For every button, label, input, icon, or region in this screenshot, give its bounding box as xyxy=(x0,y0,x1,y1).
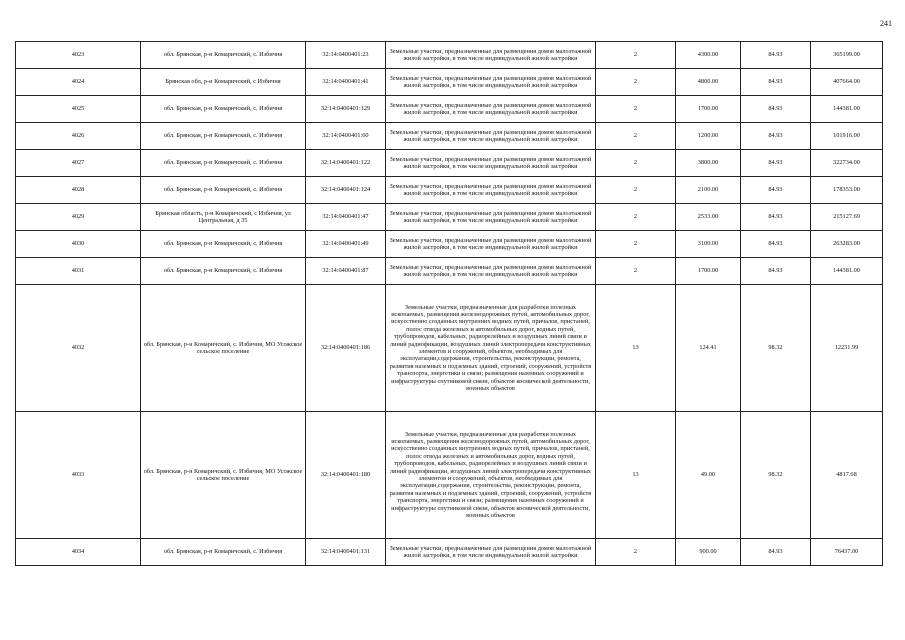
table-row xyxy=(16,150,883,177)
specific-value-cell: 84.93 xyxy=(741,42,811,69)
specific-value-cell: 98.32 xyxy=(741,285,811,412)
specific-value-cell: 84.93 xyxy=(741,258,811,285)
area-cell: 4300.00 xyxy=(676,42,741,69)
specific-value-cell: 84.93 xyxy=(741,150,811,177)
specific-value-cell: 98.32 xyxy=(741,412,811,539)
address-cell: Брянская область, р-н Комаричский, с Избичня, ул Центральная, д 35 xyxy=(141,204,306,231)
usage-code-cell: 13 xyxy=(596,412,676,539)
usage-code-cell: 2 xyxy=(596,258,676,285)
area-cell: 900.00 xyxy=(676,539,741,566)
cadastral-value-cell: 365199.00 xyxy=(811,42,883,69)
area-cell: 2533.00 xyxy=(676,204,741,231)
row-number: 4027 xyxy=(16,150,141,177)
usage-code-cell: 2 xyxy=(596,150,676,177)
cadastral-value-cell: 144381.00 xyxy=(811,96,883,123)
land-category-cell: Земельные участки, предназначенные для размещения домов малоэтажной жилой застройки, в том числе индивидуальной жилой застройки xyxy=(386,96,596,123)
land-category-cell: Земельные участки, предназначенные для размещения домов малоэтажной жилой застройки, в том числе индивидуальной жилой застройки xyxy=(386,539,596,566)
row-number: 4029 xyxy=(16,204,141,231)
area-cell: 4800.00 xyxy=(676,69,741,96)
cadastral-number-cell: 32:14:0400401:180 xyxy=(306,412,386,539)
address-cell: обл. Брянская, р-н Комаричский, с. Избичня xyxy=(141,42,306,69)
specific-value-cell: 84.93 xyxy=(741,69,811,96)
land-category-cell: Земельные участки, предназначенные для разработки полезных ископаемых, размещения железнодорожных путей, автомобильных дорог, искусственно созданных внутренних водных путей, причалов, пристаней, полос отвода железных и автомобильных дорог, водных путей, трубопроводов, кабельных, радиорелейных и воздушных линий связи и линий радиофикации, воздушных линий электропередачи конструктивных элементов и сооружений, объектов, необходимых для эксплуатации,содержания, строительства, реконструкции, ремонта, развития наземных и подземных зданий, строений, сооружений, устройств транспорта, энергетики и связи; размещения наземных сооружений и инфраструктуры спутниковой связи, объектов космической деятельности, военных объектов xyxy=(386,285,596,412)
address-cell: обл. Брянская, р-н Комаричский, с. Избичня xyxy=(141,150,306,177)
cadastral-value-cell: 178353.00 xyxy=(811,177,883,204)
cadastral-number-cell: 32:14:0400401:186 xyxy=(306,285,386,412)
row-number: 4026 xyxy=(16,123,141,150)
land-category-cell: Земельные участки, предназначенные для размещения домов малоэтажной жилой застройки, в том числе индивидуальной жилой застройки xyxy=(386,204,596,231)
usage-code-cell: 2 xyxy=(596,231,676,258)
land-category-cell: Земельные участки, предназначенные для размещения домов малоэтажной жилой застройки, в том числе индивидуальной жилой застройки xyxy=(386,42,596,69)
cadastral-number-cell: 32:14:0400401:41 xyxy=(306,69,386,96)
row-number: 4031 xyxy=(16,258,141,285)
address-cell: Брянская обл, р-н Комаричский, с Избичня xyxy=(141,69,306,96)
area-cell: 1700.00 xyxy=(676,258,741,285)
land-registry-table xyxy=(15,41,883,566)
cadastral-number-cell: 32:14:0400401:131 xyxy=(306,539,386,566)
land-category-cell: Земельные участки, предназначенные для размещения домов малоэтажной жилой застройки, в том числе индивидуальной жилой застройки xyxy=(386,123,596,150)
row-number: 4028 xyxy=(16,177,141,204)
cadastral-value-cell: 12231.99 xyxy=(811,285,883,412)
table-row xyxy=(16,69,883,96)
land-category-cell: Земельные участки, предназначенные для размещения домов малоэтажной жилой застройки, в том числе индивидуальной жилой застройки xyxy=(386,69,596,96)
specific-value-cell: 84.93 xyxy=(741,96,811,123)
cadastral-number-cell: 32:14:0400401:47 xyxy=(306,204,386,231)
area-cell: 1700.00 xyxy=(676,96,741,123)
table-row xyxy=(16,123,883,150)
table-row xyxy=(16,96,883,123)
table-row xyxy=(16,258,883,285)
cadastral-number-cell: 32:14:0400401:122 xyxy=(306,150,386,177)
address-cell: обл. Брянская, р-н Комаричский, с. Избичня xyxy=(141,123,306,150)
cadastral-number-cell: 32:14:0400401:49 xyxy=(306,231,386,258)
cadastral-value-cell: 322734.00 xyxy=(811,150,883,177)
row-number: 4034 xyxy=(16,539,141,566)
cadastral-value-cell: 407664.00 xyxy=(811,69,883,96)
cadastral-value-cell: 263283.00 xyxy=(811,231,883,258)
usage-code-cell: 2 xyxy=(596,539,676,566)
address-cell: обл. Брянская, р-н Комаричский, с. Избичня, МО Усожское сельское поселение xyxy=(141,412,306,539)
address-cell: обл. Брянская, р-н Комаричский, с. Избичня xyxy=(141,177,306,204)
area-cell: 1200.00 xyxy=(676,123,741,150)
specific-value-cell: 84.93 xyxy=(741,177,811,204)
table-row xyxy=(16,204,883,231)
specific-value-cell: 84.93 xyxy=(741,539,811,566)
area-cell: 3100.00 xyxy=(676,231,741,258)
land-category-cell: Земельные участки, предназначенные для размещения домов малоэтажной жилой застройки, в том числе индивидуальной жилой застройки xyxy=(386,150,596,177)
cadastral-number-cell: 32:14:0400401:87 xyxy=(306,258,386,285)
usage-code-cell: 13 xyxy=(596,285,676,412)
page-number: 241 xyxy=(880,19,892,28)
row-number: 4024 xyxy=(16,69,141,96)
row-number: 4030 xyxy=(16,231,141,258)
row-number: 4025 xyxy=(16,96,141,123)
cadastral-value-cell: 4817.68 xyxy=(811,412,883,539)
usage-code-cell: 2 xyxy=(596,42,676,69)
address-cell: обл. Брянская, р-н Комаричский, с. Избичня, МО Усожское сельское поселение xyxy=(141,285,306,412)
specific-value-cell: 84.93 xyxy=(741,204,811,231)
specific-value-cell: 84.93 xyxy=(741,123,811,150)
row-number: 4032 xyxy=(16,285,141,412)
cadastral-value-cell: 144381.00 xyxy=(811,258,883,285)
address-cell: обл. Брянская, р-н Комаричский, с. Избичня xyxy=(141,231,306,258)
cadastral-value-cell: 101916.00 xyxy=(811,123,883,150)
land-category-cell: Земельные участки, предназначенные для размещения домов малоэтажной жилой застройки, в том числе индивидуальной жилой застройки xyxy=(386,231,596,258)
table-row xyxy=(16,285,883,412)
area-cell: 124.41 xyxy=(676,285,741,412)
cadastral-number-cell: 32:14:0400401:129 xyxy=(306,96,386,123)
usage-code-cell: 2 xyxy=(596,123,676,150)
area-cell: 49.00 xyxy=(676,412,741,539)
cadastral-number-cell: 32:14:0400401:60 xyxy=(306,123,386,150)
usage-code-cell: 2 xyxy=(596,177,676,204)
usage-code-cell: 2 xyxy=(596,204,676,231)
address-cell: обл. Брянская, р-н Комаричский, с. Избичня xyxy=(141,96,306,123)
land-category-cell: Земельные участки, предназначенные для размещения домов малоэтажной жилой застройки, в том числе индивидуальной жилой застройки xyxy=(386,177,596,204)
land-category-cell: Земельные участки, предназначенные для разработки полезных ископаемых, размещения железнодорожных путей, автомобильных дорог, искусственно созданных внутренних водных путей, причалов, пристаней, полос отвода железных и автомобильных дорог, водных путей, трубопроводов, кабельных, радиорелейных и воздушных линий связи и линий радиофикации, воздушных линий электропередачи конструктивных элементов и сооружений, объектов, необходимых для эксплуатации,содержания, строительства, реконструкции, ремонта, развития наземных и подземных зданий, строений, сооружений, устройств транспорта, энергетики и связи; размещения наземных сооружений и инфраструктуры спутниковой связи, объектов космической деятельности, военных объектов xyxy=(386,412,596,539)
cadastral-value-cell: 215127.69 xyxy=(811,204,883,231)
row-number: 4023 xyxy=(16,42,141,69)
row-number: 4033 xyxy=(16,412,141,539)
usage-code-cell: 2 xyxy=(596,96,676,123)
address-cell: обл. Брянская, р-н Комаричский, с. Избичня xyxy=(141,539,306,566)
area-cell: 2100.00 xyxy=(676,177,741,204)
area-cell: 3800.00 xyxy=(676,150,741,177)
specific-value-cell: 84.93 xyxy=(741,231,811,258)
address-cell: обл. Брянская, р-н Комаричский, с. Избичня xyxy=(141,258,306,285)
cadastral-number-cell: 32:14:0400401:124 xyxy=(306,177,386,204)
usage-code-cell: 2 xyxy=(596,69,676,96)
table-row xyxy=(16,177,883,204)
land-category-cell: Земельные участки, предназначенные для размещения домов малоэтажной жилой застройки, в том числе индивидуальной жилой застройки xyxy=(386,258,596,285)
table-row xyxy=(16,539,883,566)
table-row xyxy=(16,42,883,69)
cadastral-number-cell: 32:14:0400401:23 xyxy=(306,42,386,69)
cadastral-value-cell: 76437.00 xyxy=(811,539,883,566)
table-row xyxy=(16,412,883,539)
table-row xyxy=(16,231,883,258)
